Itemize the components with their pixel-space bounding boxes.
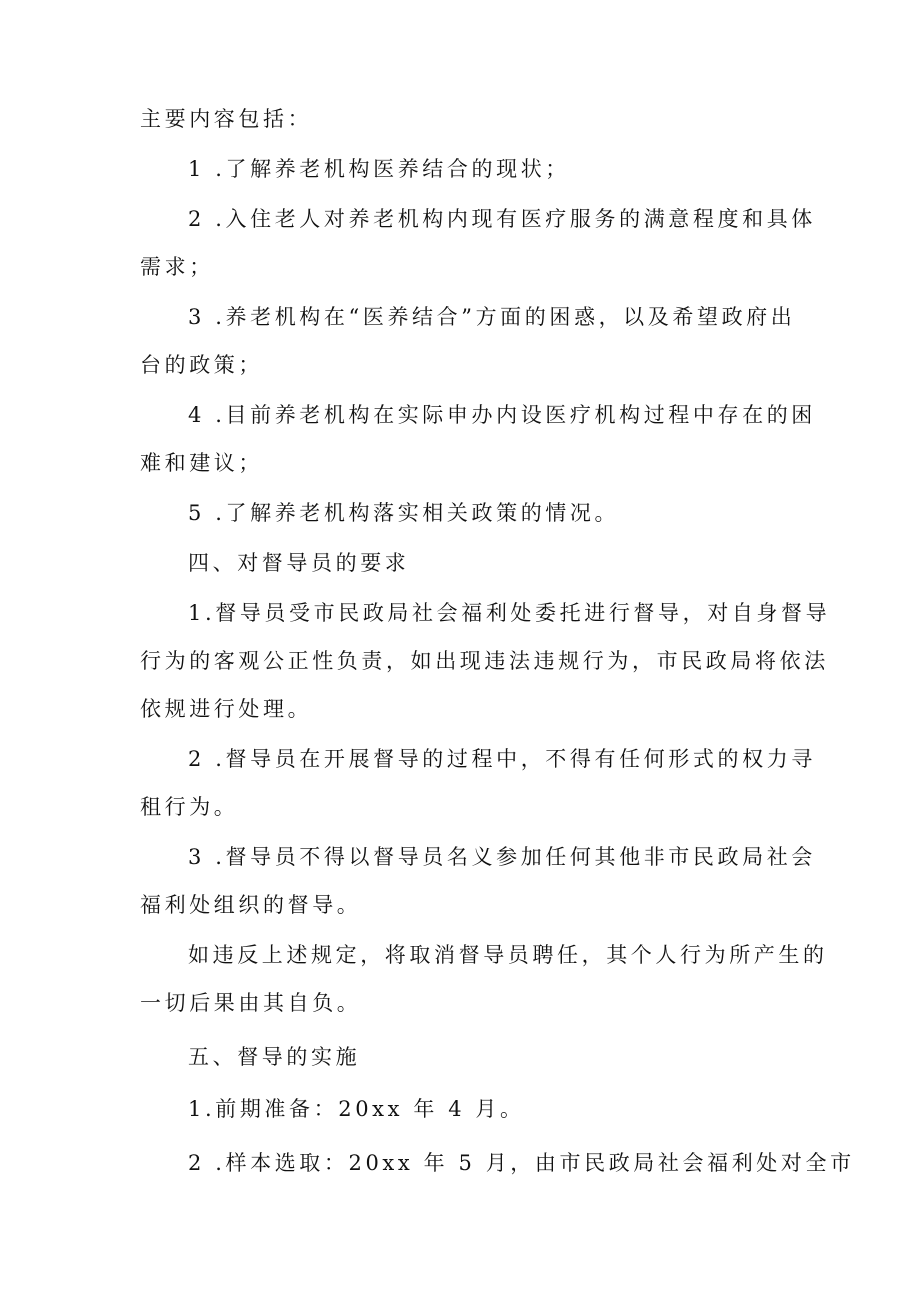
paragraph-line: 1.前期准备：20xx 年 4 月。 — [188, 1097, 525, 1121]
paragraph-line: 2 .督导员在开展督导的过程中，不得有任何形式的权力寻 — [188, 747, 816, 771]
paragraph-line: 3 .养老机构在“医养结合”方面的困惑，以及希望政府出 — [188, 305, 796, 329]
paragraph-line: 行为的客观公正性负责，如出现违法违规行为，市民政局将依法 — [140, 649, 829, 673]
paragraph-line: 1.督导员受市民政局社会福利处委托进行督导，对自身督导 — [188, 601, 831, 625]
paragraph-line: 租行为。 — [140, 795, 239, 819]
paragraph-line: 福利处组织的督导。 — [140, 893, 362, 917]
paragraph-line: 1 .了解养老机构医养结合的现状； — [188, 157, 570, 181]
paragraph-line: 依规进行处理。 — [140, 697, 313, 721]
paragraph-line: 2 .样本选取：20xx 年 5 月，由市民政局社会福利处对全市 — [188, 1151, 855, 1175]
section-heading: 五、督导的实施 — [188, 1045, 361, 1069]
paragraph-line: 3 .督导员不得以督导员名义参加任何其他非市民政局社会 — [188, 845, 816, 869]
paragraph-line: 主要内容包括： — [140, 107, 313, 131]
paragraph-line: 4 .目前养老机构在实际申办内设医疗机构过程中存在的困 — [188, 403, 816, 427]
paragraph-line: 5 .了解养老机构落实相关政策的情况。 — [188, 501, 620, 525]
paragraph-line: 一切后果由其自负。 — [140, 991, 362, 1015]
section-heading: 四、对督导员的要求 — [188, 551, 410, 575]
document-body — [140, 95, 855, 1187]
paragraph-line: 台的政策； — [140, 353, 263, 377]
paragraph-line: 需求； — [140, 255, 214, 279]
paragraph-line: 如违反上述规定，将取消督导员聘任，其个人行为所产生的 — [188, 943, 828, 967]
paragraph-line: 难和建议； — [140, 451, 263, 475]
paragraph-line: 2 .入住老人对养老机构内现有医疗服务的满意程度和具体 — [188, 207, 816, 231]
